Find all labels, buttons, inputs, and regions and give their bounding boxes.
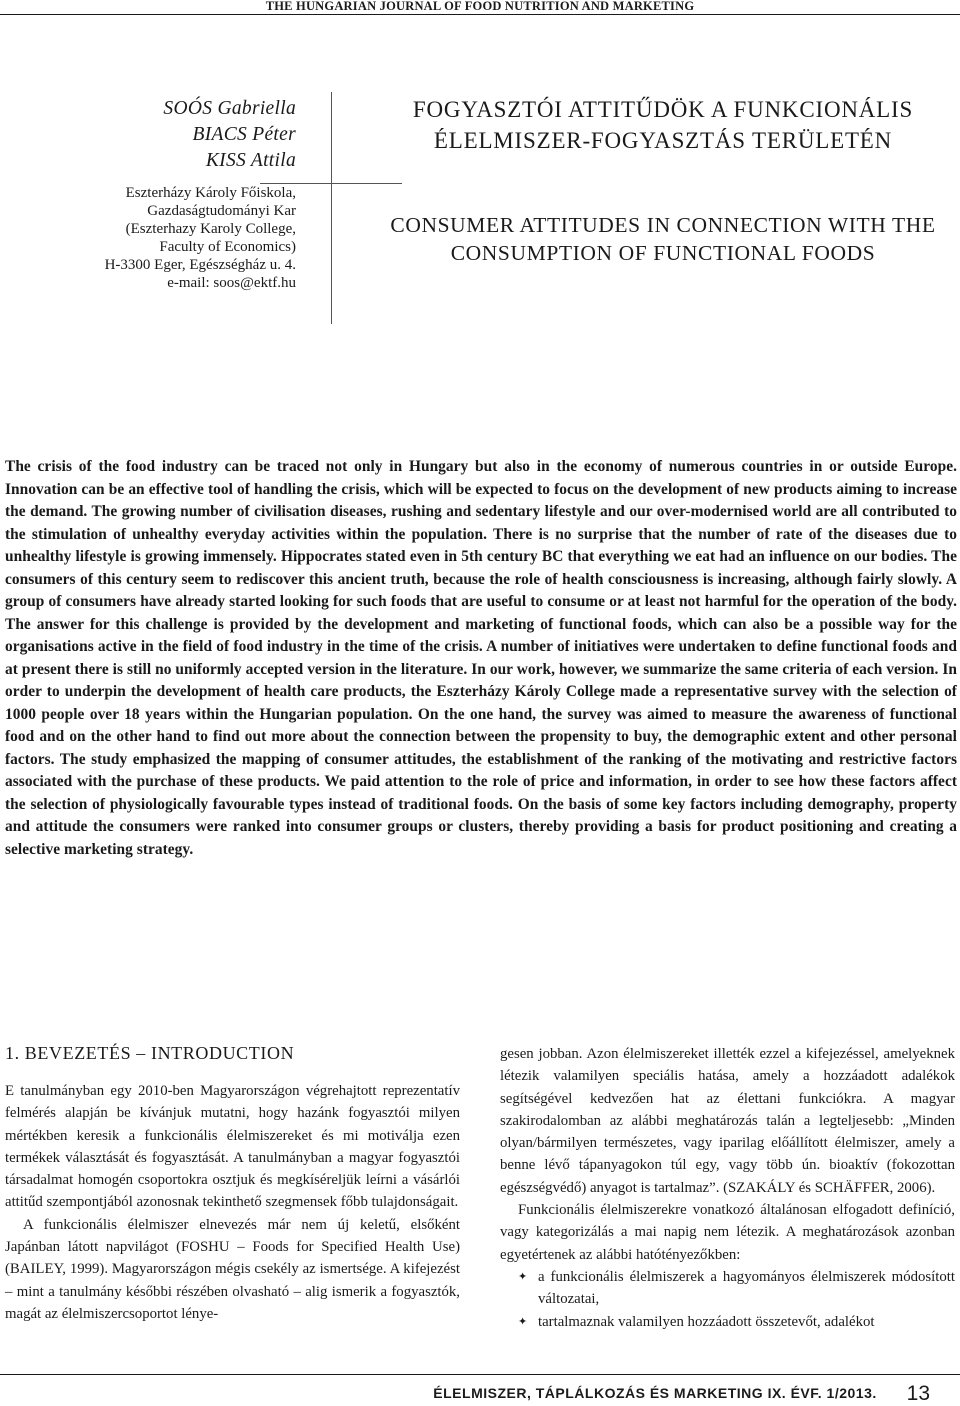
- bullet-item: [500, 1266, 955, 1311]
- author-name: KISS Attila: [205, 150, 296, 171]
- crosshair-vertical-rule: [331, 92, 332, 324]
- section-heading: 1. BEVEZETÉS – INTRODUCTION: [5, 1043, 295, 1063]
- bullet-text: a funkcionális élelmiszerek a hagyományos élelmiszerek módosított változatai,: [538, 1268, 955, 1308]
- page-number: 13: [906, 1382, 930, 1405]
- page-footer: [0, 1382, 930, 1405]
- affiliation-line: (Eszterhazy Karoly College,: [125, 221, 296, 237]
- bullet-item: [500, 1311, 955, 1333]
- author-email[interactable]: e-mail: soos@ektf.hu: [167, 275, 296, 291]
- affiliation-line: H-3300 Eger, Egészségház u. 4.: [104, 257, 296, 273]
- author-name: BIACS Péter: [192, 124, 296, 145]
- footer-journal-name: ÉLELMISZER, TÁPLÁLKOZÁS ÉS MARKETING IX. ÉVF. 1/2013.: [433, 1385, 877, 1401]
- body-column-right: [500, 1043, 955, 1333]
- running-head-rule: [0, 14, 960, 15]
- body-paragraph: gesen jobban. Azon élelmiszereket illették ezzel a kifejezéssel, amelyeknek létezik valamilyen speciális hatása, amely a hozzáadott adalékok segítségével kedvezően hat az élettani funkciókra. A magyar szakirodalomban az alábbi meghatározás talán a legteljesebb: „Minden olyan/bármilyen természetes, vagy iparilag előállított élelmiszer, amely a benne lévő tápanyagokon túl egy, vagy több ún. bioaktív (fokozottan egészségvédő) anyagot is tartalmaz”. (SZAKÁLY és SCHÄFFER, 2006).: [500, 1046, 955, 1196]
- title-hungarian: [362, 94, 960, 156]
- bullet-text: tartalmaznak valamilyen hozzáadott összetevőt, adalékot: [538, 1313, 875, 1330]
- bullet-star-icon: ✦: [518, 1315, 528, 1328]
- title-hungarian-line: ÉLELMISZER-FOGYASZTÁS TERÜLETÉN: [433, 128, 893, 153]
- title-hungarian-line: FOGYASZTÓI ATTITŰDÖK A FUNKCIONÁLIS: [412, 97, 914, 122]
- affiliation-line: Gazdaságtudományi Kar: [147, 203, 296, 219]
- affiliation-line: Faculty of Economics): [159, 239, 296, 255]
- footer-rule: [0, 1374, 960, 1375]
- body-column-left: [5, 1042, 460, 1325]
- affiliation-line: Eszterházy Károly Főiskola,: [125, 185, 296, 201]
- title-english-line: CONSUMER ATTITUDES IN CONNECTION WITH THE: [390, 213, 936, 237]
- affiliation: [40, 184, 296, 292]
- bullet-star-icon: ✦: [518, 1270, 528, 1283]
- title-english-line: CONSUMPTION OF FUNCTIONAL FOODS: [450, 241, 876, 265]
- author-block: [40, 96, 296, 292]
- title-english: [362, 211, 960, 267]
- body-paragraph: Funkcionális élelmiszerekre vonatkozó általánosan elfogadott definíció, vagy kategorizálás a mai napig nem létezik. A meghatározások azonban egyetértenek az alábbi hatótényezőkben:: [500, 1202, 955, 1263]
- running-head: THE HUNGARIAN JOURNAL OF FOOD NUTRITION AND MARKETING: [0, 0, 960, 14]
- body-paragraph: E tanulmányban egy 2010-ben Magyarországon végrehajtott reprezentatív felmérés alapján be kívánjuk mutatni, hogy hazánk fogyasztói milyen mértékben keresik a funkcionális élelmiszereket és mi motiválja ezen termékek választását és fogyasztását. A tanulmányban a magyar fogyasztói társadalmat homogén csoportokra osztjuk és megkíséreljük leírni a vásárlói attitűd szempontjából azonosnak tekinthető szegmensek főbb tulajdonságait.: [5, 1083, 460, 1211]
- author-name: SOÓS Gabriella: [163, 98, 296, 119]
- title-block: [362, 94, 960, 267]
- abstract: The crisis of the food industry can be traced not only in Hungary but also in the economy of numerous countries in or outside Europe. Innovation can be an effective tool of handling the crisis, which will be expected to focus on the development of new products aiming to increase the demand. The growing number of civilisation diseases, rushing and sedentary lifestyle and our over-modernised world are all contributed to the stimulation of unhealthy everyday activities within the population. There is no surprise that the number of rate of the diseases due to unhealthy lifestyle is growing immensely. Hippocrates stated even in 5th century BC that everything we eat had an influence on our bodies. The consumers of this century seem to rediscover this ancient truth, because the role of health consciousness is increasing, although fairly slowly. A group of consumers have already started looking for such foods that are useful to consume or at least not harmful for the operation of the body. The answer for this challenge is provided by the development and marketing of functional foods, which can also be a possible way for the organisations active in the field of food industry in the time of the crisis. A number of initiatives were undertaken to define functional foods and at present there is still no uniformly accepted version in the literature. In our work, however, we summarize the same criteria of each version. In order to underpin the development of health care products, the Eszterházy Károly College made a representative survey with the selection of 1000 people over 18 years within the Hungarian population. On the one hand, the survey was aimed to measure the awareness of functional food and on the other hand to find out more about the connection between the propensity to buy, the demographic extent and other personal factors. The study emphasized the mapping of consumer attitudes, the establishment of the ranking of the motivating and restrictive factors associated with the purchase of these products. We paid attention to the role of price and information, in order to see how these factors affect the selection of physiologically favourable types instead of traditional foods. On the basis of some key factors including demography, property and attitude the consumers were ranked into consumer groups or clusters, thereby providing a basis for product positioning and creating a selective marketing strategy.: [5, 458, 957, 858]
- body-paragraph: A funkcionális élelmiszer elnevezés már nem új keletű, elsőként Japánban látott napvilágot (FOSHU – Foods for Specified Health Use) (BAILEY, 1999). Magyarországon mégis csekély az ismertsége. A kifejezést – mint a tanulmány későbbi részében olvasható – alig ismerik a fogyasztók, magát az élelmiszercsoportot lénye-: [5, 1216, 460, 1322]
